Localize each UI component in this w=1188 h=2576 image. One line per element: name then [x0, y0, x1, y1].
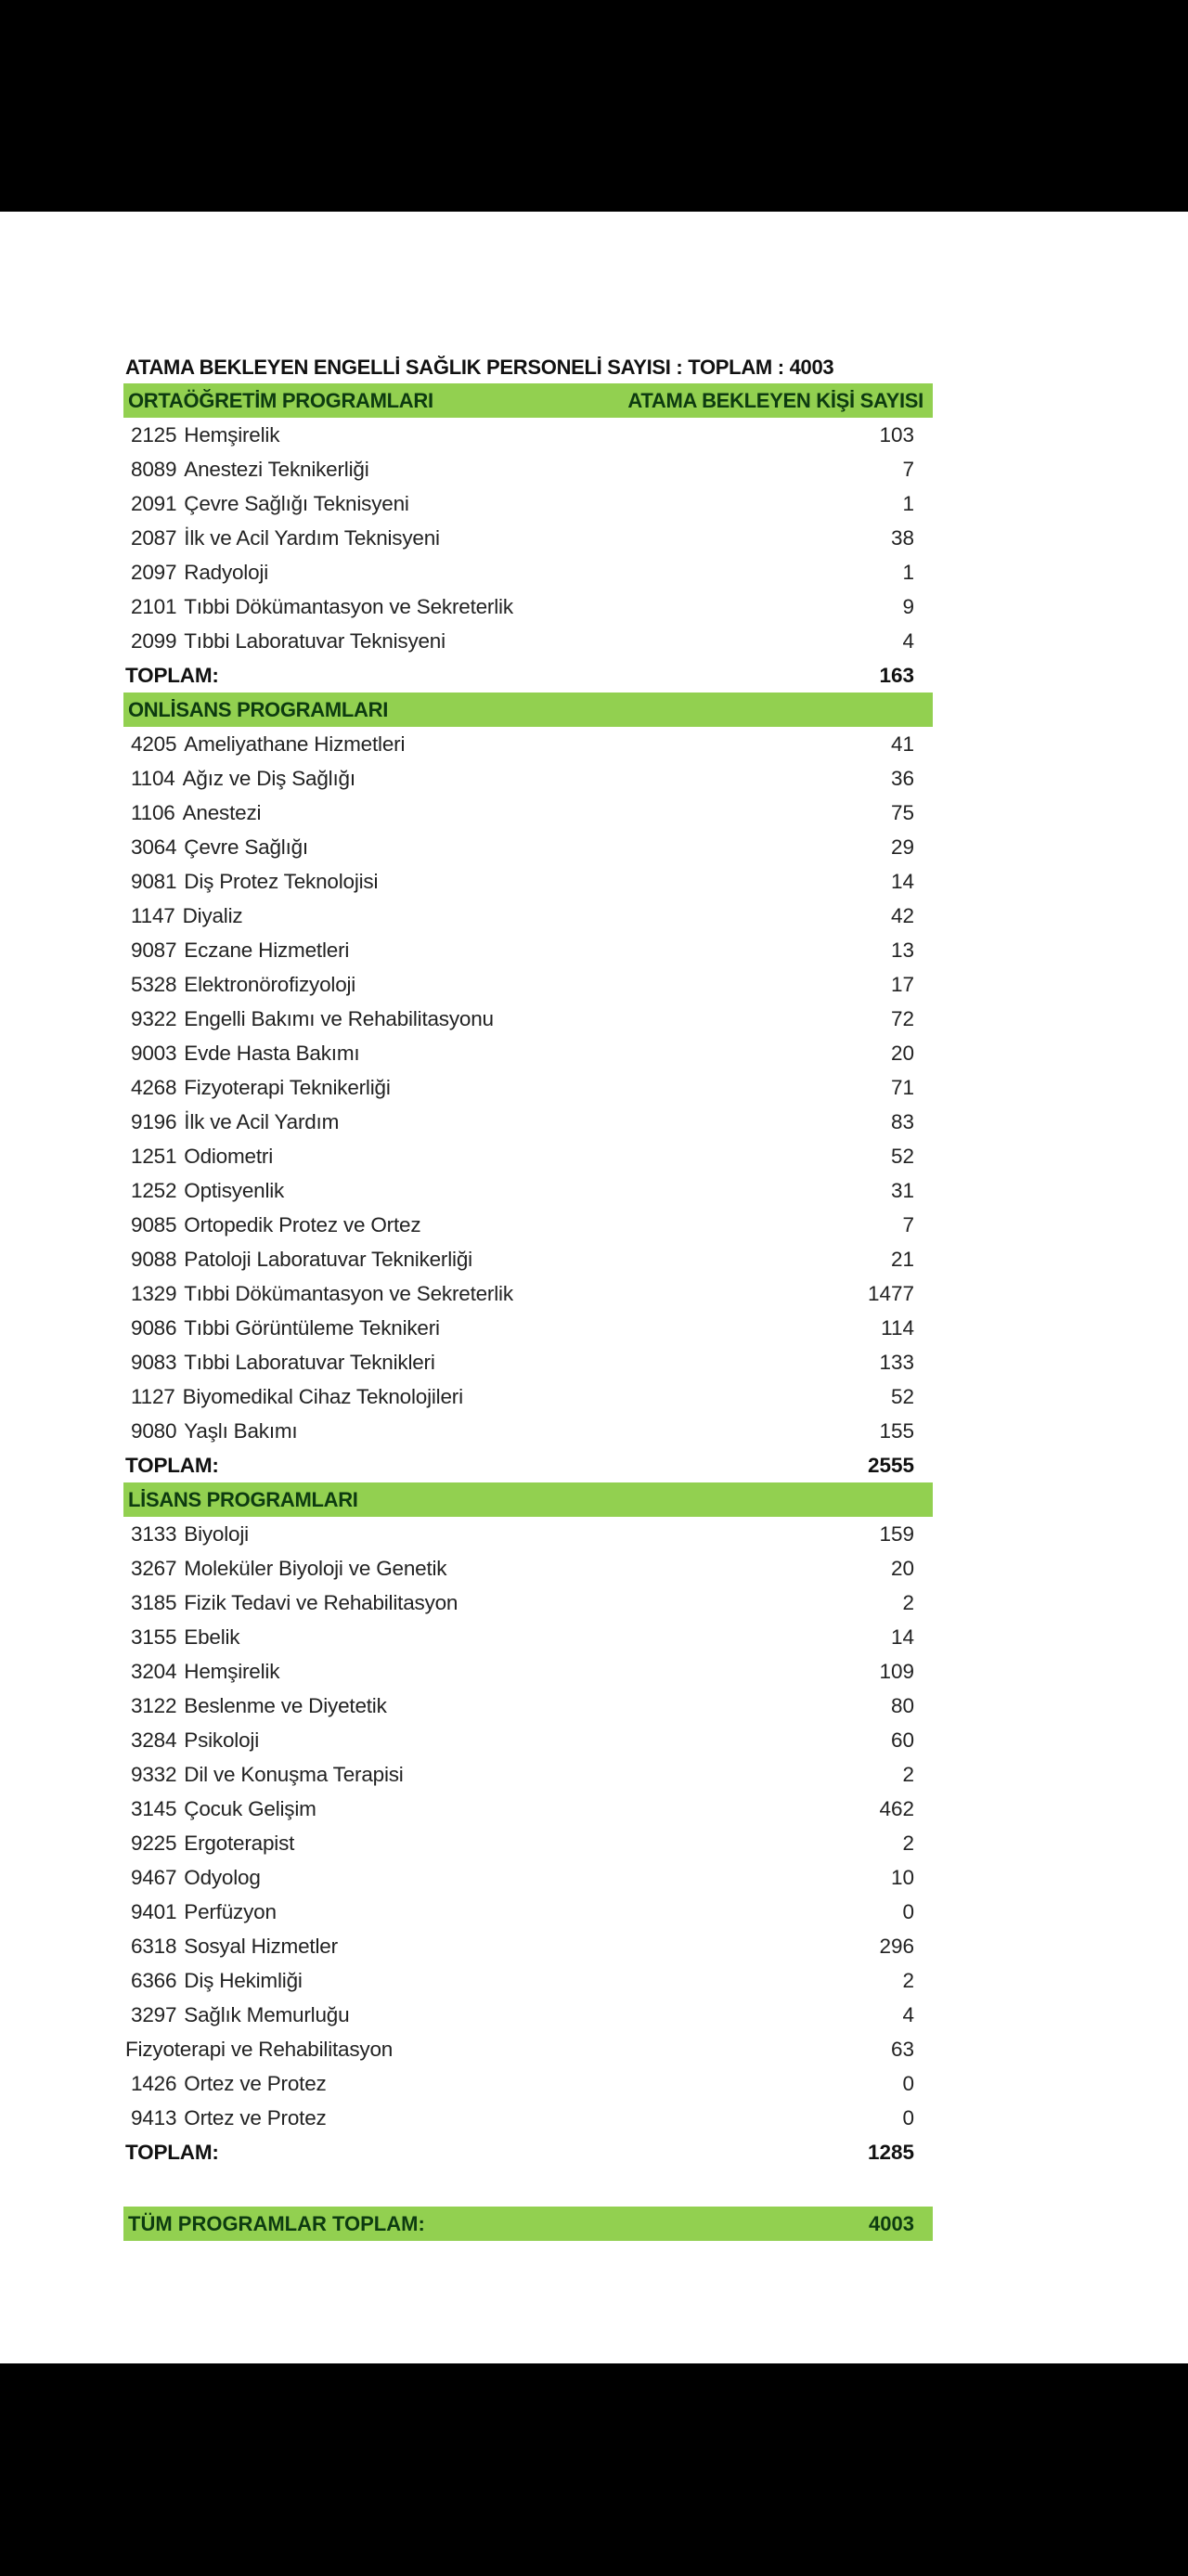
waiting-count: 155: [879, 1419, 914, 1443]
program-code: 9413: [131, 2106, 177, 2129]
table-row: [123, 1586, 933, 1620]
program-code: 4205: [131, 732, 177, 756]
table-row: [123, 1929, 933, 1963]
waiting-count: 2: [902, 1591, 914, 1614]
waiting-count: 17: [890, 973, 914, 996]
program-code: 2101: [131, 595, 177, 618]
program-name: Tıbbi Görüntüleme Teknikeri: [184, 1316, 440, 1340]
waiting-count: 2: [902, 1969, 914, 1992]
program-name: Diyaliz: [182, 904, 243, 927]
program-name: Psikoloji: [184, 1728, 259, 1752]
waiting-count: 2: [902, 1763, 914, 1786]
table-row: [123, 1895, 933, 1929]
table-row: [123, 1276, 933, 1311]
program-name: Dil ve Konuşma Terapisi: [184, 1763, 404, 1786]
table-row: [123, 1551, 933, 1586]
table-row: [123, 1002, 933, 1036]
program-label: [123, 1654, 279, 1689]
program-code: 3284: [131, 1728, 177, 1752]
program-name: Tıbbi Dökümantasyon ve Sekreterlik: [184, 1282, 513, 1305]
waiting-count: 1: [902, 561, 914, 584]
waiting-count: 71: [890, 1076, 914, 1099]
program-code: 9086: [131, 1316, 177, 1340]
program-code: 3122: [131, 1694, 177, 1717]
program-label: [123, 1139, 273, 1173]
section-title: LİSANS PROGRAMLARI: [128, 1488, 358, 1511]
program-name: Evde Hasta Bakımı: [184, 1042, 360, 1065]
program-name: Diş Protez Teknolojisi: [184, 870, 379, 893]
waiting-count: 0: [902, 1900, 914, 1923]
section-header: [123, 693, 933, 727]
table-row: [123, 1105, 933, 1139]
program-code: 3133: [131, 1522, 177, 1546]
program-label: [123, 1173, 284, 1208]
table-row: [123, 486, 933, 521]
program-name: Ortopedik Protez ve Ortez: [184, 1213, 421, 1236]
program-code: 9087: [131, 938, 177, 962]
program-code: 3155: [131, 1625, 177, 1649]
waiting-count: 103: [879, 423, 914, 447]
program-code: 1251: [131, 1145, 177, 1168]
program-label: [123, 1311, 440, 1345]
program-name: Çocuk Gelişim: [184, 1797, 316, 1820]
section-total-value: 2555: [867, 1454, 914, 1477]
waiting-count: 63: [890, 2038, 914, 2061]
program-name: Ağız ve Diş Sağlığı: [182, 767, 355, 790]
program-name: Odiometri: [184, 1145, 273, 1168]
section-total-value: 1285: [867, 2141, 914, 2164]
table-row: [123, 1826, 933, 1860]
grand-total-row: [123, 2207, 933, 2241]
program-label: [123, 1276, 513, 1311]
section-total-row: [123, 2135, 933, 2169]
program-code: 9322: [131, 1007, 177, 1030]
waiting-count: 80: [890, 1694, 914, 1717]
table-row: [123, 1517, 933, 1551]
table-row: [123, 2101, 933, 2135]
table-row: [123, 727, 933, 761]
program-name: Beslenme ve Diyetetik: [184, 1694, 387, 1717]
program-name: Yaşlı Bakımı: [184, 1419, 298, 1443]
program-code: 2099: [131, 629, 177, 653]
table-row: [123, 830, 933, 864]
bottom-black-bar: [0, 2363, 1188, 2576]
program-label: [123, 1860, 261, 1895]
program-label: [123, 1517, 249, 1551]
program-name: Tıbbi Dökümantasyon ve Sekreterlik: [184, 595, 513, 618]
waiting-count: 83: [890, 1110, 914, 1133]
program-label: [123, 2101, 327, 2135]
program-code: 3185: [131, 1591, 177, 1614]
table-row: [123, 1620, 933, 1654]
top-black-bar: [0, 0, 1188, 212]
table-row: [123, 761, 933, 796]
program-code: 2091: [131, 492, 177, 515]
program-label: [123, 1379, 463, 1414]
table-row: [123, 1139, 933, 1173]
program-label: [123, 1002, 494, 1036]
program-label: [123, 933, 349, 967]
program-name: Çevre Sağlığı: [184, 835, 308, 859]
program-name: Anestezi Teknikerliği: [184, 458, 369, 481]
table-row: [123, 1379, 933, 1414]
program-name: Hemşirelik: [184, 423, 280, 447]
program-label: [123, 1998, 349, 2032]
table-row: [123, 1414, 933, 1448]
program-label: [123, 486, 409, 521]
waiting-count: 2: [902, 1832, 914, 1855]
table-row: [123, 521, 933, 555]
waiting-count: 75: [890, 801, 914, 824]
program-label: [123, 1345, 435, 1379]
program-label: [123, 1723, 259, 1757]
program-code: 1329: [131, 1282, 177, 1305]
section-total-value: 163: [879, 664, 914, 687]
program-label: [123, 796, 261, 830]
section-total-label: TOPLAM:: [125, 2141, 219, 2164]
waiting-count: 31: [890, 1179, 914, 1202]
program-code: 4268: [131, 1076, 177, 1099]
table-row: [123, 933, 933, 967]
program-label: [123, 418, 279, 452]
program-name: Diş Hekimliği: [184, 1969, 303, 1992]
program-code: 3145: [131, 1797, 177, 1820]
document-title: ATAMA BEKLEYEN ENGELLİ SAĞLIK PERSONELİ SAYISI : TOPLAM : 4003: [125, 356, 834, 379]
waiting-count: 10: [890, 1866, 914, 1889]
table-row: [123, 864, 933, 899]
table-row: [123, 1070, 933, 1105]
table-row: [123, 1689, 933, 1723]
section-header: [123, 383, 933, 418]
sections-container: [123, 383, 933, 2169]
table-row: [123, 967, 933, 1002]
table-row: [123, 899, 933, 933]
waiting-count: 0: [902, 2106, 914, 2129]
program-name: Tıbbi Laboratuvar Teknisyeni: [184, 629, 446, 653]
table-row: [123, 1792, 933, 1826]
program-name: Optisyenlik: [184, 1179, 285, 1202]
grand-total-label: TÜM PROGRAMLAR TOPLAM:: [128, 2212, 425, 2235]
table-row: [123, 1242, 933, 1276]
program-label: [123, 1689, 387, 1723]
waiting-count: 36: [890, 767, 914, 790]
waiting-count: 133: [879, 1351, 914, 1374]
table-row: [123, 2066, 933, 2101]
program-code: 9088: [131, 1248, 177, 1271]
program-name: Patoloji Laboratuvar Teknikerliği: [184, 1248, 472, 1271]
program-label: [123, 1620, 239, 1654]
section-total-label: TOPLAM:: [125, 1454, 219, 1477]
program-name: Anestezi: [182, 801, 262, 824]
program-label: [123, 899, 242, 933]
program-name: Ameliyathane Hizmetleri: [184, 732, 406, 756]
program-code: 6366: [131, 1969, 177, 1992]
program-label: [123, 624, 446, 658]
waiting-count: 14: [890, 870, 914, 893]
grand-total-value: 4003: [869, 2212, 914, 2235]
program-code: 3267: [131, 1557, 177, 1580]
program-label: [123, 452, 369, 486]
waiting-count: 0: [902, 2072, 914, 2095]
waiting-count: 14: [890, 1625, 914, 1649]
program-code: 3204: [131, 1660, 177, 1683]
program-code: 3297: [131, 2003, 177, 2026]
table-row: [123, 1311, 933, 1345]
program-label: [123, 1070, 391, 1105]
program-code: 9332: [131, 1763, 177, 1786]
table-row: [123, 1963, 933, 1998]
value-column-header: ATAMA BEKLEYEN KİŞİ SAYISI: [627, 389, 923, 412]
waiting-count: 7: [902, 1213, 914, 1236]
program-label: [123, 727, 405, 761]
section-title: ORTAÖĞRETİM PROGRAMLARI: [128, 389, 433, 412]
waiting-count: 21: [890, 1248, 914, 1271]
table-row: [123, 1654, 933, 1689]
program-name: Ortez ve Protez: [184, 2072, 327, 2095]
program-name: Biyoloji: [184, 1522, 249, 1546]
program-name: Biyomedikal Cihaz Teknolojileri: [182, 1385, 463, 1408]
waiting-count: 1477: [867, 1282, 914, 1305]
waiting-count: 42: [890, 904, 914, 927]
program-name: Sosyal Hizmetler: [184, 1935, 338, 1958]
program-name: Radyoloji: [184, 561, 269, 584]
program-label: [123, 1586, 458, 1620]
program-code: 1252: [131, 1179, 177, 1202]
program-name: Odyolog: [184, 1866, 261, 1889]
program-name: Moleküler Biyoloji ve Genetik: [184, 1557, 447, 1580]
table-row: [123, 1036, 933, 1070]
program-name: Perfüzyon: [184, 1900, 277, 1923]
program-name: Elektronörofizyoloji: [184, 973, 356, 996]
table-row: [123, 2032, 933, 2066]
program-label: [123, 864, 378, 899]
program-label: [123, 1551, 446, 1586]
waiting-count: 20: [890, 1042, 914, 1065]
waiting-count: 52: [890, 1385, 914, 1408]
waiting-count: 9: [902, 595, 914, 618]
document-page: [0, 212, 1188, 2363]
section-total-row: [123, 1448, 933, 1482]
table-row: [123, 1860, 933, 1895]
table-row: [123, 452, 933, 486]
program-code: 2087: [131, 526, 177, 550]
program-name: İlk ve Acil Yardım Teknisyeni: [184, 526, 440, 550]
table-row: [123, 796, 933, 830]
program-code: 1127: [131, 1385, 175, 1408]
program-code: 6318: [131, 1935, 177, 1958]
waiting-count: 41: [890, 732, 914, 756]
section-header: [123, 1482, 933, 1517]
program-label: [123, 589, 513, 624]
waiting-count: 296: [879, 1935, 914, 1958]
program-name: Hemşirelik: [184, 1660, 280, 1683]
program-label: [123, 521, 440, 555]
table-row: [123, 589, 933, 624]
waiting-count: 20: [890, 1557, 914, 1580]
waiting-count: 29: [890, 835, 914, 859]
program-label: [123, 1826, 294, 1860]
program-name: Sağlık Memurluğu: [184, 2003, 350, 2026]
program-name: Fizyoterapi Teknikerliği: [184, 1076, 391, 1099]
program-code: 9081: [131, 870, 177, 893]
program-code: 9401: [131, 1900, 177, 1923]
program-code: 5328: [131, 973, 177, 996]
program-code: 1426: [131, 2072, 177, 2095]
section-title: ONLİSANS PROGRAMLARI: [128, 698, 389, 721]
section-total-row: [123, 658, 933, 693]
waiting-count: 114: [881, 1316, 914, 1340]
waiting-count: 109: [879, 1660, 914, 1683]
program-label: [123, 1242, 472, 1276]
program-name: Çevre Sağlığı Teknisyeni: [184, 492, 409, 515]
program-code: 9196: [131, 1110, 177, 1133]
program-name: Fizyoterapi ve Rehabilitasyon: [125, 2038, 394, 2061]
program-name: Ebelik: [184, 1625, 240, 1649]
program-label: [123, 761, 355, 796]
program-code: 8089: [131, 458, 177, 481]
program-code: 2097: [131, 561, 177, 584]
table-row: [123, 1173, 933, 1208]
table-row: [123, 555, 933, 589]
waiting-count: 159: [879, 1522, 914, 1546]
waiting-count: 1: [902, 492, 914, 515]
document-table: [123, 351, 933, 2241]
waiting-count: 72: [890, 1007, 914, 1030]
table-row: [123, 624, 933, 658]
waiting-count: 462: [879, 1797, 914, 1820]
program-name: Ergoterapist: [184, 1832, 295, 1855]
waiting-count: 38: [890, 526, 914, 550]
waiting-count: 4: [902, 2003, 914, 2026]
table-row: [123, 1345, 933, 1379]
program-code: 9225: [131, 1832, 177, 1855]
program-label: [123, 2032, 393, 2066]
waiting-count: 13: [890, 938, 914, 962]
program-label: [123, 1414, 297, 1448]
program-label: [123, 1036, 359, 1070]
waiting-count: 7: [902, 458, 914, 481]
program-label: [123, 1792, 316, 1826]
program-label: [123, 555, 268, 589]
program-label: [123, 1757, 404, 1792]
program-label: [123, 2066, 327, 2101]
table-row: [123, 1723, 933, 1757]
program-label: [123, 1105, 339, 1139]
program-label: [123, 1929, 338, 1963]
program-label: [123, 1208, 420, 1242]
program-code: 9467: [131, 1866, 177, 1889]
program-label: [123, 1963, 303, 1998]
waiting-count: 4: [902, 629, 914, 653]
program-code: 1104: [131, 767, 175, 790]
program-code: 1106: [131, 801, 175, 824]
program-code: 9003: [131, 1042, 177, 1065]
program-code: 2125: [131, 423, 177, 447]
waiting-count: 52: [890, 1145, 914, 1168]
table-row: [123, 418, 933, 452]
program-label: [123, 830, 308, 864]
program-name: Ortez ve Protez: [184, 2106, 327, 2129]
program-name: Eczane Hizmetleri: [184, 938, 350, 962]
program-code: 9083: [131, 1351, 177, 1374]
program-name: İlk ve Acil Yardım: [184, 1110, 340, 1133]
program-code: 3064: [131, 835, 177, 859]
table-row: [123, 1208, 933, 1242]
program-code: 1147: [131, 904, 175, 927]
program-name: Tıbbi Laboratuvar Teknikleri: [184, 1351, 435, 1374]
program-code: 9085: [131, 1213, 177, 1236]
waiting-count: 60: [890, 1728, 914, 1752]
table-row: [123, 1757, 933, 1792]
program-name: Fizik Tedavi ve Rehabilitasyon: [184, 1591, 458, 1614]
program-code: 9080: [131, 1419, 177, 1443]
table-row: [123, 1998, 933, 2032]
section-total-label: TOPLAM:: [125, 664, 219, 687]
program-name: Engelli Bakımı ve Rehabilitasyonu: [184, 1007, 494, 1030]
program-label: [123, 967, 355, 1002]
program-label: [123, 1895, 277, 1929]
